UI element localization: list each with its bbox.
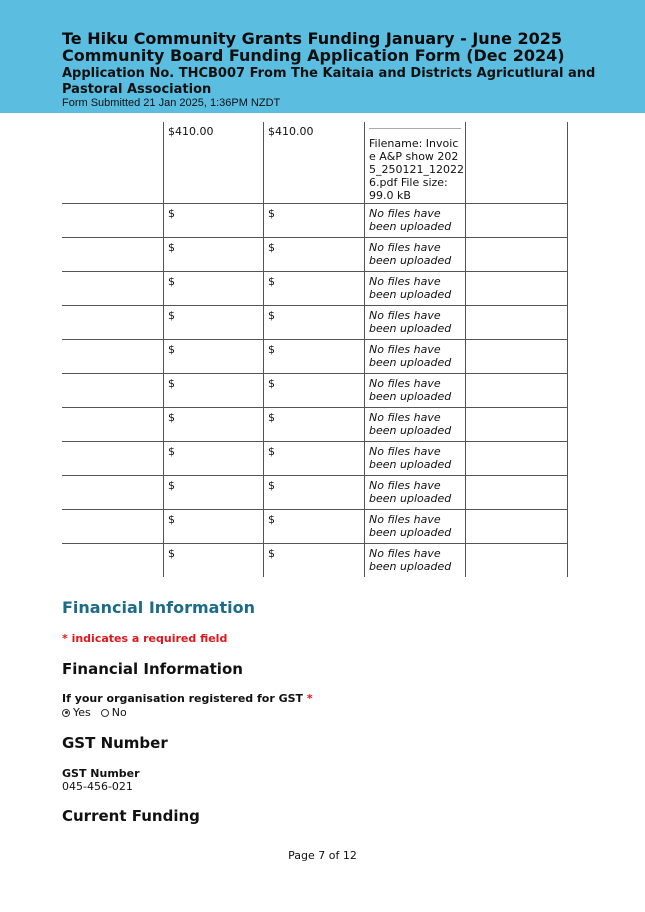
- amount-cell-text: $: [168, 513, 175, 526]
- table-row: [62, 476, 568, 510]
- gst-number-label: GST Number: [62, 767, 140, 780]
- amount-cell-text: $410.00: [168, 125, 214, 138]
- page-header: [0, 0, 645, 113]
- application-line: Application No. THCB007 From The Kaitaia and Districts Agricutlural and Pastoral Association: [62, 66, 596, 97]
- row-label-cell: [62, 408, 163, 441]
- empty-cell: [466, 340, 568, 373]
- submitted-timestamp: Form Submitted 21 Jan 2025, 1:36PM NZDT: [62, 97, 281, 109]
- empty-cell: [466, 510, 568, 543]
- file-cell: [365, 122, 466, 203]
- page-number: Page 7 of 12: [288, 849, 357, 862]
- file-cell-text: No files have been uploaded: [369, 241, 452, 267]
- file-cell: [365, 204, 466, 237]
- amount-cell: [163, 476, 264, 509]
- amount-cell: [264, 408, 365, 441]
- amount-cell-text: $: [168, 445, 175, 458]
- table-row: [62, 238, 568, 272]
- radio-selected-icon[interactable]: [62, 709, 70, 717]
- current-funding-heading: Current Funding: [62, 807, 200, 825]
- table-row: [62, 122, 568, 204]
- required-star: *: [306, 692, 313, 705]
- amount-cell: [264, 544, 365, 577]
- row-label-cell: [62, 374, 163, 407]
- gst-option-no-label: No: [111, 706, 127, 719]
- table-row: [62, 204, 568, 238]
- amount-cell: [264, 306, 365, 339]
- amount-cell: [163, 122, 264, 203]
- amount-cell-text: $: [268, 207, 275, 220]
- gst-number-heading: GST Number: [62, 734, 168, 752]
- table-row: [62, 408, 568, 442]
- table-row: [62, 544, 568, 577]
- amount-cell-text: $: [168, 547, 175, 560]
- amount-cell: [163, 442, 264, 475]
- amount-cell: [264, 476, 365, 509]
- file-cell: [365, 374, 466, 407]
- table-row: [62, 442, 568, 476]
- empty-cell: [466, 408, 568, 441]
- gst-question-text: If your organisation registered for GST: [62, 692, 304, 705]
- amount-cell-text: $: [268, 411, 275, 424]
- budget-table: [62, 122, 568, 577]
- file-cell: [365, 442, 466, 475]
- table-row: [62, 340, 568, 374]
- empty-cell: [466, 204, 568, 237]
- amount-cell: [264, 122, 365, 203]
- amount-cell-text: $: [268, 377, 275, 390]
- amount-cell: [163, 408, 264, 441]
- file-cell: [365, 272, 466, 305]
- file-cell: [365, 340, 466, 373]
- file-cell-text: No files have been uploaded: [369, 547, 452, 573]
- row-label-cell: [62, 544, 163, 577]
- amount-cell-text: $: [168, 241, 175, 254]
- file-cell-text: No files have been uploaded: [369, 207, 452, 233]
- required-note: * indicates a required field: [62, 632, 228, 645]
- amount-cell: [163, 306, 264, 339]
- file-cell: [365, 238, 466, 271]
- table-row: [62, 272, 568, 306]
- file-cell-text: Filename: Invoic e A&P show 202 5_250121_12022 6.pdf File size: 99.0 kB: [369, 137, 464, 202]
- amount-cell: [163, 374, 264, 407]
- row-label-cell: [62, 238, 163, 271]
- amount-cell-text: $410.00: [268, 125, 314, 138]
- amount-cell-text: $: [168, 479, 175, 492]
- file-cell: [365, 306, 466, 339]
- amount-cell-text: $: [268, 513, 275, 526]
- amount-cell-text: $: [268, 547, 275, 560]
- table-row: [62, 306, 568, 340]
- file-cell-text: No files have been uploaded: [369, 445, 452, 471]
- gst-option-yes[interactable]: [62, 706, 91, 719]
- gst-option-no[interactable]: [101, 706, 127, 719]
- amount-cell: [163, 272, 264, 305]
- file-cell-text: No files have been uploaded: [369, 411, 452, 437]
- amount-cell-text: $: [168, 275, 175, 288]
- gst-question: [62, 692, 313, 705]
- gst-radio-group: [62, 706, 127, 719]
- file-cell-text: No files have been uploaded: [369, 275, 452, 301]
- file-cell-text: No files have been uploaded: [369, 377, 452, 403]
- amount-cell: [264, 340, 365, 373]
- amount-cell: [163, 340, 264, 373]
- amount-cell-text: $: [168, 343, 175, 356]
- row-label-cell: [62, 476, 163, 509]
- amount-cell-text: $: [168, 411, 175, 424]
- amount-cell-text: $: [168, 207, 175, 220]
- amount-cell: [264, 442, 365, 475]
- file-cell-text: No files have been uploaded: [369, 479, 452, 505]
- form-title: Te Hiku Community Grants Funding January - June 2025: [62, 29, 563, 48]
- amount-cell: [264, 374, 365, 407]
- empty-cell: [466, 122, 568, 203]
- amount-cell: [163, 238, 264, 271]
- row-label-cell: [62, 340, 163, 373]
- file-cell-text: No files have been uploaded: [369, 309, 452, 335]
- amount-cell: [264, 238, 365, 271]
- empty-cell: [466, 306, 568, 339]
- file-cell: [365, 510, 466, 543]
- table-row: [62, 374, 568, 408]
- row-label-cell: [62, 442, 163, 475]
- row-label-cell: [62, 306, 163, 339]
- file-cell: [365, 408, 466, 441]
- row-label-cell: [62, 122, 163, 203]
- empty-cell: [466, 442, 568, 475]
- row-label-cell: [62, 510, 163, 543]
- file-cell: [365, 544, 466, 577]
- table-row: [62, 510, 568, 544]
- empty-cell: [466, 272, 568, 305]
- file-divider: [369, 128, 461, 129]
- gst-option-yes-label: Yes: [73, 706, 91, 719]
- amount-cell-text: $: [268, 241, 275, 254]
- amount-cell-text: $: [268, 309, 275, 322]
- row-label-cell: [62, 204, 163, 237]
- financial-subheading: Financial Information: [62, 660, 243, 678]
- amount-cell-text: $: [268, 343, 275, 356]
- gst-number-value: 045-456-021: [62, 780, 133, 793]
- amount-cell-text: $: [268, 445, 275, 458]
- section-title: Financial Information: [62, 598, 255, 617]
- amount-cell-text: $: [168, 377, 175, 390]
- amount-cell: [163, 544, 264, 577]
- amount-cell-text: $: [168, 309, 175, 322]
- empty-cell: [466, 476, 568, 509]
- file-cell-text: No files have been uploaded: [369, 343, 452, 369]
- amount-cell: [163, 204, 264, 237]
- amount-cell-text: $: [268, 275, 275, 288]
- radio-unselected-icon[interactable]: [101, 709, 109, 717]
- file-cell: [365, 476, 466, 509]
- file-cell-text: No files have been uploaded: [369, 513, 452, 539]
- row-label-cell: [62, 272, 163, 305]
- amount-cell: [163, 510, 264, 543]
- empty-cell: [466, 544, 568, 577]
- amount-cell: [264, 272, 365, 305]
- form-subtitle: Community Board Funding Application Form (Dec 2024): [62, 46, 565, 65]
- amount-cell-text: $: [268, 479, 275, 492]
- amount-cell: [264, 510, 365, 543]
- amount-cell: [264, 204, 365, 237]
- empty-cell: [466, 238, 568, 271]
- empty-cell: [466, 374, 568, 407]
